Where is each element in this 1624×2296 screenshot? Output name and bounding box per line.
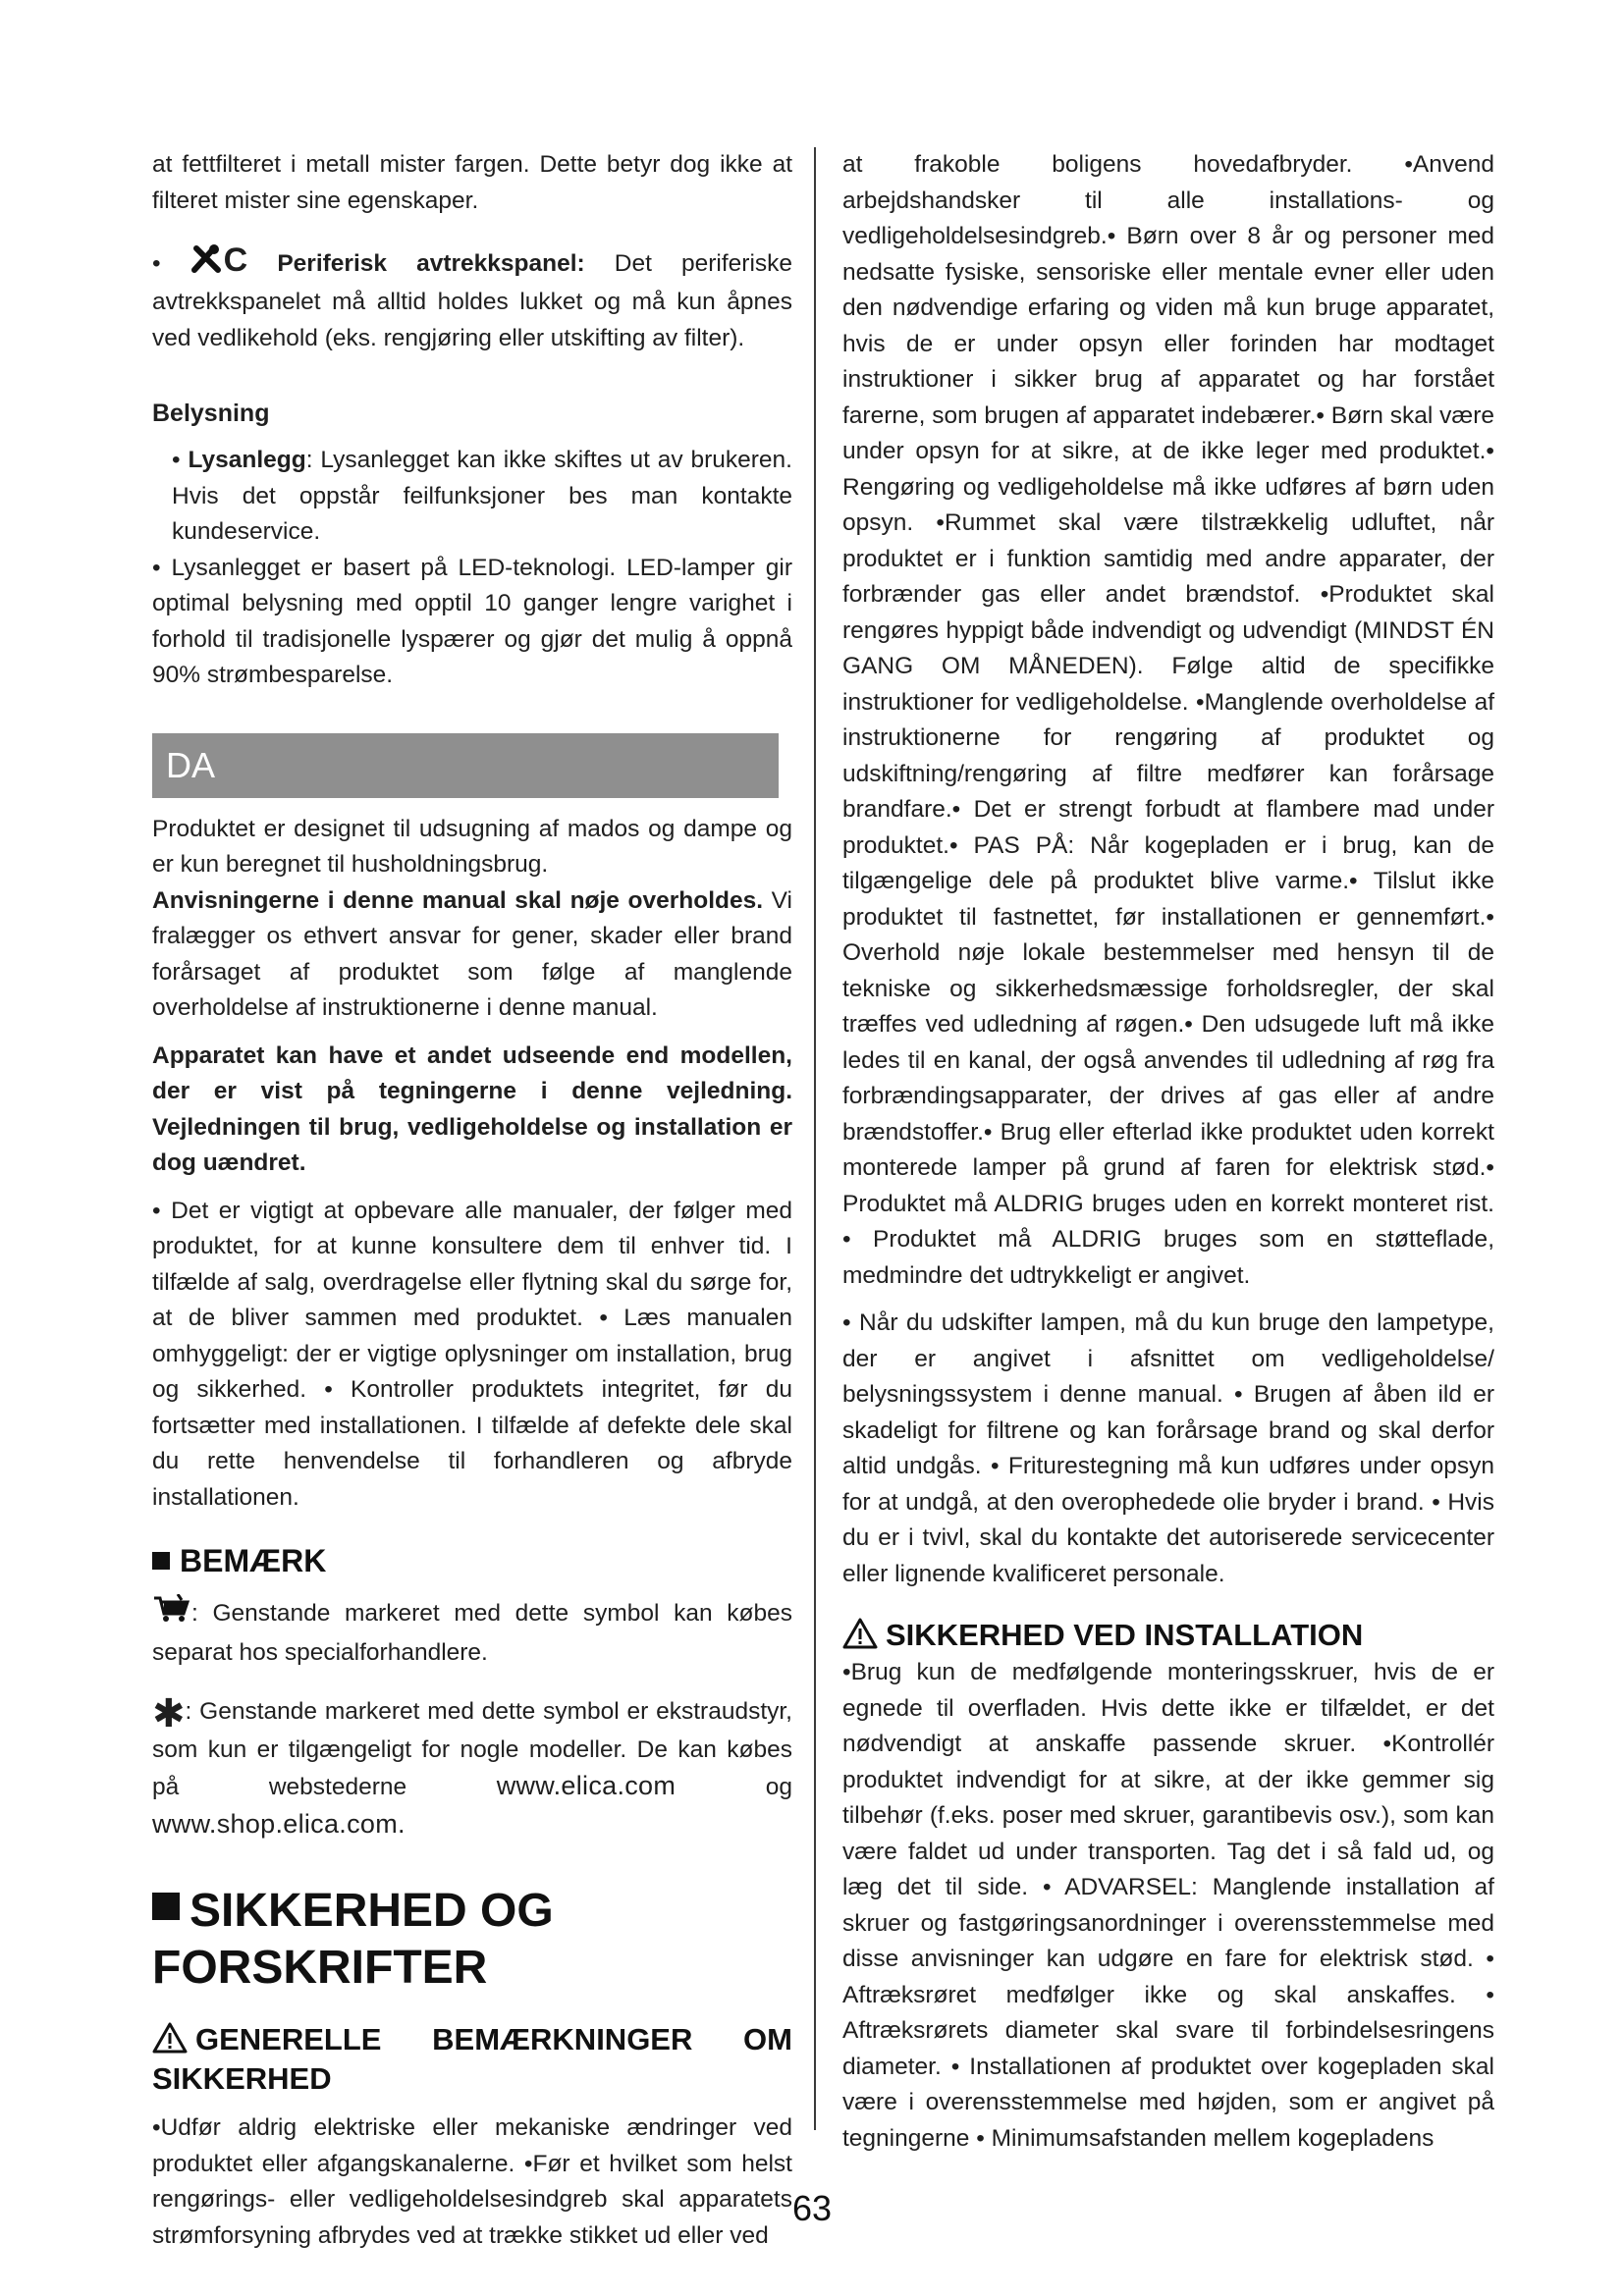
- star-note-text: : Genstande markeret med dette symbol er ekstraudstyr, som kun er tilgængeligt for nogle modeller. De kan købes på webstederne: [152, 1698, 792, 1801]
- language-code: DA: [166, 744, 216, 785]
- warning-triangle-icon: [842, 1618, 878, 1649]
- belysning-heading: Belysning: [152, 400, 270, 428]
- generelle-text: •Udfør aldrig elektriske eller mekaniske ændringer ved produktet eller afgangskanalerne. •Før et hvilket som helst rengørings- eller vedligeholdelsesindgreb skal apparatets strømforsyning afbrydes ved at trække stikket ud eller ved: [152, 2114, 792, 2249]
- bemaerk-heading: BEMÆRK: [152, 1539, 792, 1582]
- periferisk-title: Periferisk avtrekkspanel:: [277, 250, 585, 277]
- led-paragraph: • Lysanlegget er basert på LED-teknologi. LED-lamper gir optimal belysning med opptil 10 ganger lengre varighet i forhold til tradisjonelle lyspærer og gjør det mulig å oppnå 90% strømbesparelse.: [152, 554, 792, 689]
- star-note: [152, 1694, 792, 1843]
- elica-link[interactable]: www.elica.com: [496, 1771, 677, 1801]
- warning-triangle-icon: [152, 2022, 188, 2054]
- periferisk-paragraph: • C Periferisk avtrekkspanel: Det periferiske avtrekkspanelet må alltid holdes lukket og må kun åpnes ved vedlikehold (eks. rengjøring eller utskifting av filter).: [152, 241, 793, 351]
- anvisning-bold: Anvisningerne i denne manual skal nøje overholdes.: [152, 886, 764, 914]
- page-number: 63: [791, 2188, 833, 2228]
- cart-note-text: : Genstande markeret med dette symbol kan købes separat hos specialforhandlere.: [152, 1600, 792, 1666]
- language-section-bar: [152, 733, 779, 798]
- anvisning-paragraph: [152, 883, 792, 1027]
- wrench-screwdriver-icon: [190, 244, 224, 286]
- installation-text: •Brug kun de medfølgende monteringsskruer, hvis de er egnede til overfladen. Hvis dette ikke er tilfældet, er det nødvendigt at anskaffe passende skruer. •Kontrollér produktet indvendigt for at sikre, at der ikke gemmer sig tilbehør (f.eks. poser med skruer, garantibevis osv.), som kan være faldet ud under transporten. Tag det i så fald ud, og læg det til side. • ADVARSEL: Manglende installation af skruer og fastgøringsanordninger i overensstemmelse med disse anvisninger kan udgøre en fare for elektrisk stød. • Aftræksrøret medfølger ikke og skal anskaffes. • Aftræksrørets diameter skal svare til forbindelsesringens diameter. • Installationen af produktet over kogepladen skal være i overensstemmelse med højden, som er angivet på tegningerne • Minimumsafstanden mellem kogepladens: [842, 1659, 1494, 2152]
- lysanlegg-paragraph: • Lysanlegg: Lysanlegget kan ikke skiftes ut av brukeren. Hvis det oppstår feilfunksjoner bes man kontakte kundeservice.: [172, 447, 792, 546]
- anvisning-text: Vi fralægger os ethvert ansvar for gener, skader eller brand forårsaget af produktet som følge af manglende overholdelse af instruktionerne i denne manual.: [152, 886, 792, 1022]
- cart-note: [152, 1594, 792, 1671]
- lysanlegg-text: : Lysanlegget kan ikke skiftes ut av brukeren. Hvis det oppstår feilfunksjoner bes man kontakte kundeservice.: [172, 447, 792, 546]
- right-column: [842, 147, 1494, 2157]
- square-bullet-icon: [152, 1552, 170, 1570]
- column-divider: [814, 147, 816, 2130]
- square-bullet-icon: [152, 1893, 180, 1920]
- sikkerhed-heading: SIKKERHED OG FORSKRIFTER: [152, 1885, 554, 1995]
- url-og: og: [765, 1774, 792, 1801]
- safety-text-1: at frakoble boligens hovedafbryder. •Anvend arbejdshandsker til alle installations- og vedligeholdelsesindgreb.• Børn over 8 år og personer med nedsatte fysiske, sensoriske eller mentale evner eller uden den nødvendige erfaring og viden må kun bruge apparatet, hvis de er under opsyn eller forinden har modtaget instruktioner i sikker brug af apparatet og har forstået farerne, som brugen af apparatet indebærer.• Børn skal være under opsyn for at sikre, at de ikke leger med produktet.• Rengøring og vedligeholdelse må ikke udføres af børn uden opsyn. •Rummet skal være tilstrækkelig udluftet, når produktet er i funktion samtidig med andre apparater, der forbrænder gas eller andet brændstof. •Produktet skal rengøres hyppigt både indvendigt og udvendigt (MINDST ÉN GANG OM MÅNEDEN). Følge altid de specifikke instruktioner for vedligeholdelse. •Manglende overholdelse af instruktionerne for rengøring af produktet og udskiftning/rengøring af filtre medfører kan forårsage brandfare.• Det er strengt forbudt at flambere mad under produktet.• PAS PÅ: Når kogepladen er i brug, kan de tilgængelige dele på produktet blive varme.• Tilslut ikke produktet til fastnettet, før installationen er gennemført.• Overhold nøje lokale bestemmelser med hensyn til de tekniske og sikkerhedsmæssige forholdsregler, der skal træffes ved udledning af røgen.• Den udsugede luft må ikke ledes til en kanal, der også anvendes til udledning af røg fra forbrændingsapparater, der drives af gas eller af andre brændstoffer.• Brug eller efterlad ikke produktet uden korrekt monterede lamper på grund af faren for elektrisk stød.• Produktet må ALDRIG bruges uden en korrekt monteret rist. • Produktet må ALDRIG bruges som en støtteflade, medmindre det udtrykkeligt er angivet.: [842, 151, 1494, 1289]
- periferisk-text: Det periferiske avtrekkspanelet må alltid holdes lukket og må kun åpnes ved vedlikehold (eks. rengjøring eller utskifting av filter).: [152, 250, 793, 351]
- safety-text-2: • Når du udskifter lampen, må du kun bruge den lampetype, der er angivet i afsnittet om vedligeholdelse/ belysningssystem i denne manual. • Brugen af åben ild er skadeligt for filtrene og kan forårsage brand og skal derfor altid undgås. • Friturestegning må kun udføres under opsyn for at undgå, at den overophedede olie bryder i brand. • Hvis du er i tvivl, skal du kontakte det autoriserede servicecenter eller lignende kvalificeret personale.: [842, 1309, 1494, 1587]
- asterisk-icon: ✱: [152, 1692, 186, 1736]
- vigtigt-paragraph: • Det er vigtigt at opbevare alle manualer, der følger med produktet, for at kunne konsultere dem til enhver tid. I tilfælde af salg, overdragelse eller flytning skal du sørge for, at de bliver sammen med produktet. • Læs manualen omhyggeligt: der er vigtige oplysninger om installation, brug og sikkerhed. • Kontroller produktets integritet, før du fortsætter med installationen. I tilfælde af defekte dele skal du rette henvendelse til forhandleren og afbryde installationen.: [152, 1197, 792, 1511]
- left-column: [152, 147, 792, 2254]
- c-letter-icon: C: [223, 241, 248, 279]
- lysanlegg-label: Lysanlegg: [188, 447, 306, 474]
- shopping-cart-icon: [152, 1594, 191, 1635]
- da-intro: Produktet er designet til udsugning af mados og dampe og er kun beregnet til husholdningsbrug.: [152, 815, 792, 879]
- shop-elica-link[interactable]: www.shop.elica.com.: [152, 1808, 406, 1839]
- generelle-heading: GENERELLE BEMÆRKNINGER OM SIKKERHED: [152, 2022, 792, 2097]
- intro-paragraph: at fettfilteret i metall mister fargen. Dette betyr dog ikke at filteret mister sine egenskaper.: [152, 151, 792, 214]
- installation-heading: SIKKERHED VED INSTALLATION: [842, 1616, 1494, 1655]
- apparat-paragraph: Apparatet kan have et andet udseende end modellen, der er vist på tegningerne i denne vejledning. Vejledningen til brug, vedligeholdelse og installation er dog uændret.: [152, 1041, 792, 1177]
